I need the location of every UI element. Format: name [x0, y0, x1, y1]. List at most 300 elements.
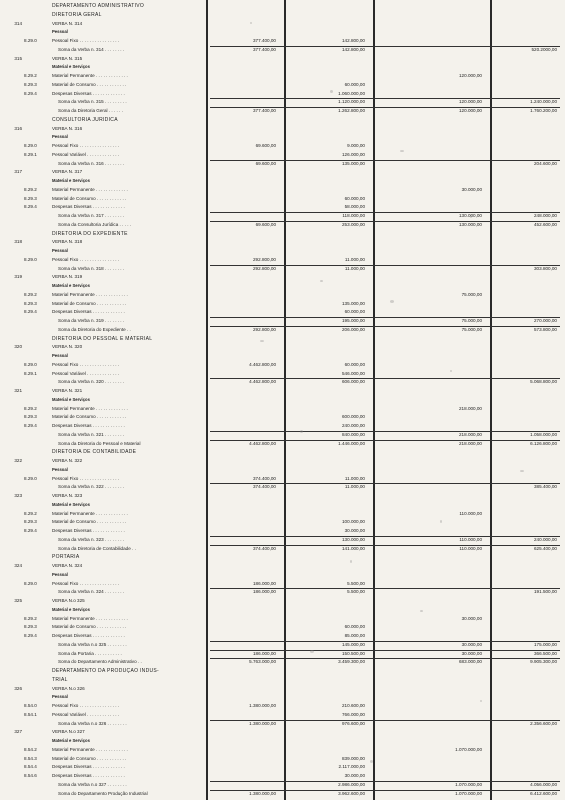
- verba-number-cell: 323: [14, 493, 22, 498]
- scan-speck: [390, 300, 394, 303]
- material-amount-cell: 110.000,00: [459, 536, 482, 542]
- pessoal-amount-cell: 374.400,00: [253, 484, 276, 490]
- section-heading-row: [0, 336, 565, 342]
- scan-speck: [400, 150, 404, 152]
- custeio-amount-cell: 195.000,00: [342, 318, 365, 323]
- table-row: [0, 511, 565, 517]
- description-cell: Soma do Departamento Administrativo . .: [58, 659, 142, 665]
- account-code-cell: 8.29.3: [24, 519, 37, 525]
- table-row: [0, 476, 565, 482]
- total-row: [0, 161, 565, 167]
- material-amount-cell: 1.070.000,00: [455, 781, 482, 787]
- custeio-amount-cell: 546.000,00: [342, 370, 365, 376]
- verba-number-cell: 325: [14, 598, 22, 603]
- description-cell: Material de Consumo . . . . . . . . . . . .: [52, 195, 127, 201]
- table-row: [0, 624, 565, 630]
- description-cell: Soma da Verba n. 321 . . . . . . . .: [58, 431, 125, 437]
- account-code-cell: 8.29.4: [24, 204, 37, 210]
- custeio-amount-cell: 118.000,00: [342, 213, 365, 218]
- description-cell: Material e Serviços: [52, 178, 90, 183]
- description-cell: Soma da Verba n. 317 . . . . . . . .: [58, 213, 125, 218]
- total-amount-cell: 270.000,00: [534, 318, 557, 323]
- sum-rule: [210, 781, 560, 782]
- account-code-cell: 8.29.0: [24, 256, 37, 262]
- sum-rule: [210, 650, 560, 651]
- description-cell: Material Permanente . . . . . . . . . . . . .: [52, 405, 128, 411]
- sum-rule: [210, 326, 560, 327]
- sum-rule: [210, 483, 560, 484]
- account-code-cell: 8.29.1: [24, 370, 37, 376]
- material-amount-cell: 110.000,00: [459, 545, 482, 551]
- table-row: [0, 493, 565, 499]
- account-code-cell: 8.29.2: [24, 510, 37, 516]
- total-amount-cell: 204.600,00: [534, 160, 557, 166]
- description-cell: Pessoal: [52, 694, 68, 700]
- account-code-cell: 8.29.4: [24, 309, 37, 315]
- pessoal-amount-cell: 292.800,00: [253, 256, 276, 262]
- sum-rule: [210, 588, 560, 589]
- table-row: [0, 91, 565, 97]
- custeio-amount-cell: 976.600,00: [342, 720, 365, 726]
- pessoal-amount-cell: 377.400,00: [253, 108, 276, 113]
- description-cell: VERBA N. 314: [52, 20, 83, 26]
- account-code-cell: 8.29.2: [24, 73, 37, 78]
- description-cell: Material de Consumo . . . . . . . . . . . .: [52, 414, 127, 420]
- description-cell: Pessoal Fixo . . . . . . . . . . . . . . . .: [52, 361, 120, 367]
- description-cell: Pessoal Fixo . . . . . . . . . . . . . . . .: [52, 38, 120, 43]
- verba-number-cell: 315: [14, 55, 22, 61]
- table-row: [0, 563, 565, 569]
- table-row: [0, 519, 565, 525]
- pessoal-amount-cell: 5.763.000,00: [249, 659, 276, 665]
- section-heading-row: [0, 554, 565, 560]
- custeio-amount-cell: 150.500,00: [342, 650, 365, 656]
- total-row: [0, 589, 565, 595]
- table-row: [0, 38, 565, 44]
- scan-speck: [420, 610, 423, 612]
- pessoal-amount-cell: 4.462.800,00: [249, 361, 276, 367]
- description-cell: VERBA N. 322: [52, 458, 83, 463]
- custeio-amount-cell: 210.600,00: [342, 703, 365, 708]
- account-code-cell: 8.29.0: [24, 580, 37, 586]
- table-row: [0, 292, 565, 298]
- description-cell: Soma da Verba n.o 326 . . . . . . . .: [58, 720, 127, 726]
- custeio-amount-cell: 1.060.000,00: [338, 90, 365, 96]
- custeio-amount-cell: 145.000,00: [342, 641, 365, 647]
- total-row: [0, 546, 565, 552]
- account-code-cell: 8.29.3: [24, 195, 37, 201]
- custeio-amount-cell: 206.000,00: [342, 326, 365, 332]
- verba-number-cell: 327: [14, 729, 22, 735]
- description-cell: Pessoal Variável . . . . . . . . . . . . .: [52, 711, 120, 717]
- account-code-cell: 8.54.1: [24, 711, 37, 717]
- material-amount-cell: 30.000,00: [461, 615, 482, 621]
- table-row: [0, 257, 565, 263]
- material-amount-cell: 120.000,00: [459, 99, 482, 105]
- description-cell: DIRETORIA DE CONTABILIDADE: [52, 449, 137, 456]
- total-row: [0, 721, 565, 727]
- description-cell: Pessoal Fixo . . . . . . . . . . . . . . . .: [52, 475, 120, 481]
- description-cell: Soma da Diretoria do Pessoal e Material: [58, 440, 141, 446]
- custeio-amount-cell: 141.000,00: [342, 545, 365, 551]
- table-row: [0, 283, 565, 289]
- table-row: [0, 738, 565, 744]
- description-cell: VERBA N. 315: [52, 55, 83, 61]
- description-cell: VERBA N. 318: [52, 239, 83, 245]
- custeio-amount-cell: 5.500,00: [347, 580, 365, 586]
- description-cell: Soma da Verba n. 316 . . . . . . . .: [58, 160, 125, 166]
- table-row: [0, 458, 565, 464]
- total-amount-cell: 1.240.000,00: [530, 99, 557, 105]
- table-row: [0, 248, 565, 254]
- table-row: [0, 204, 565, 210]
- table-row: [0, 143, 565, 149]
- section-heading-row: [0, 117, 565, 123]
- table-row: [0, 64, 565, 70]
- description-cell: Material de Consumo . . . . . . . . . . . .: [52, 300, 127, 306]
- sum-rule: [210, 440, 560, 441]
- total-amount-cell: 1.058.000,00: [530, 431, 557, 437]
- description-cell: Material e Serviços: [52, 501, 90, 507]
- description-cell: Material e Serviços: [52, 738, 90, 743]
- table-row: [0, 729, 565, 735]
- description-cell: Soma da Verba n. 323 . . . . . . . .: [58, 536, 125, 542]
- material-amount-cell: 130.000,00: [459, 213, 482, 218]
- custeio-amount-cell: 126.000,00: [342, 151, 365, 157]
- table-row: [0, 397, 565, 403]
- table-row: [0, 134, 565, 140]
- table-row: [0, 712, 565, 718]
- total-row: [0, 266, 565, 272]
- custeio-amount-cell: 100.000,00: [342, 519, 365, 525]
- total-row: [0, 782, 565, 788]
- scan-speck: [350, 560, 352, 563]
- verba-number-cell: 318: [14, 239, 22, 245]
- account-code-cell: 8.29.4: [24, 90, 37, 96]
- custeio-amount-cell: 600.000,00: [342, 414, 365, 420]
- custeio-amount-cell: 11.000,00: [344, 256, 365, 262]
- description-cell: Soma da Verba n.o 325 . . . . . . . .: [58, 641, 127, 647]
- description-cell: Despesas Diversas . . . . . . . . . . . . .: [52, 204, 125, 210]
- table-row: [0, 388, 565, 394]
- description-cell: VERBA N. 324: [52, 563, 83, 568]
- description-cell: VERBA N. 317: [52, 169, 83, 175]
- description-cell: Soma da Verba n. 319 . . . . . . . .: [58, 318, 125, 323]
- custeio-amount-cell: 11.000,00: [344, 484, 365, 490]
- scan-speck: [310, 650, 314, 653]
- table-row: [0, 764, 565, 770]
- table-row: [0, 598, 565, 604]
- account-code-cell: 8.29.3: [24, 300, 37, 306]
- table-row: [0, 21, 565, 27]
- description-cell: Pessoal: [52, 571, 68, 577]
- account-code-cell: 8.54.0: [24, 703, 37, 708]
- table-row: [0, 56, 565, 62]
- description-cell: DIRETORIA GERAL: [52, 11, 102, 18]
- total-row: [0, 791, 565, 797]
- description-cell: Soma da Diretoria do Expediente . .: [58, 326, 131, 332]
- description-cell: Material Permanente . . . . . . . . . . . . .: [52, 186, 128, 192]
- table-row: [0, 703, 565, 709]
- verba-number-cell: 321: [14, 388, 22, 393]
- account-code-cell: 8.29.0: [24, 361, 37, 367]
- description-cell: Material Permanente . . . . . . . . . . . . .: [52, 73, 128, 78]
- description-cell: VERBA N.o 325: [52, 598, 85, 603]
- total-amount-cell: 366.500,00: [534, 650, 557, 656]
- material-amount-cell: 30.000,00: [461, 650, 482, 656]
- description-cell: Despesas Diversas . . . . . . . . . . . . .: [52, 633, 125, 638]
- table-row: [0, 353, 565, 359]
- sum-rule: [210, 160, 560, 161]
- custeio-amount-cell: 1.120.000,00: [338, 99, 365, 105]
- sum-rule: [210, 107, 560, 108]
- description-cell: VERBA N.o 327: [52, 729, 85, 735]
- custeio-amount-cell: 60.000,00: [344, 624, 365, 630]
- total-amount-cell: 573.800,00: [534, 326, 557, 332]
- verba-number-cell: 316: [14, 125, 22, 131]
- description-cell: Pessoal: [52, 466, 68, 472]
- description-cell: VERBA N. 320: [52, 344, 83, 350]
- verba-number-cell: 320: [14, 344, 22, 350]
- material-amount-cell: 30.000,00: [461, 186, 482, 192]
- section-heading-row: [0, 677, 565, 683]
- custeio-amount-cell: 766.000,00: [342, 711, 365, 717]
- table-row: [0, 633, 565, 639]
- custeio-amount-cell: 1.446.000,00: [338, 440, 365, 446]
- total-row: [0, 99, 565, 105]
- description-cell: Pessoal: [52, 353, 68, 358]
- pessoal-amount-cell: 374.400,00: [253, 475, 276, 481]
- description-cell: Soma do Departamento Produção Industrial: [58, 790, 148, 796]
- account-code-cell: 8.29.4: [24, 633, 37, 638]
- table-row: [0, 344, 565, 350]
- description-cell: Pessoal Fixo . . . . . . . . . . . . . . . .: [52, 256, 120, 262]
- material-amount-cell: 120.000,00: [459, 73, 482, 78]
- table-row: [0, 301, 565, 307]
- table-row: [0, 502, 565, 508]
- section-heading-row: [0, 231, 565, 237]
- sum-rule: [210, 658, 560, 659]
- section-heading-row: [0, 449, 565, 455]
- description-cell: Material de Consumo . . . . . . . . . . . .: [52, 755, 127, 761]
- description-cell: Soma da Verba n. 315 . . . . . . . . .: [58, 99, 127, 105]
- description-cell: VERBA N. 319: [52, 274, 83, 280]
- description-cell: Material e Serviços: [52, 64, 90, 70]
- material-amount-cell: 683.000,00: [459, 659, 482, 665]
- sum-rule: [210, 317, 560, 318]
- custeio-amount-cell: 30.000,00: [344, 773, 365, 778]
- description-cell: Soma da Diretoria Geral . . . . . .: [58, 108, 123, 113]
- custeio-amount-cell: 11.000,00: [344, 265, 365, 271]
- account-code-cell: 8.29.2: [24, 405, 37, 411]
- description-cell: DEPARTAMENTO DA PRODUÇÃO INDUS-: [52, 668, 159, 674]
- table-row: [0, 371, 565, 377]
- account-code-cell: 8.29.3: [24, 81, 37, 87]
- pessoal-amount-cell: 4.462.800,00: [249, 440, 276, 446]
- table-row: [0, 196, 565, 202]
- description-cell: Material e Serviços: [52, 283, 90, 288]
- description-cell: Despesas Diversas . . . . . . . . . . . . .: [52, 764, 125, 770]
- total-row: [0, 222, 565, 228]
- sum-rule: [210, 212, 560, 213]
- description-cell: Material e Serviços: [52, 396, 90, 402]
- total-amount-cell: 452.600,00: [534, 221, 557, 227]
- total-row: [0, 318, 565, 324]
- custeio-amount-cell: 60.000,00: [344, 309, 365, 315]
- sum-rule: [210, 536, 560, 537]
- total-amount-cell: 9.905.300,00: [530, 659, 557, 665]
- verba-number-cell: 326: [14, 685, 22, 691]
- description-cell: Pessoal: [52, 248, 68, 253]
- account-code-cell: 8.29.3: [24, 414, 37, 420]
- total-row: [0, 441, 565, 447]
- custeio-amount-cell: 60.000,00: [344, 81, 365, 87]
- scan-speck: [450, 370, 452, 372]
- account-code-cell: 8.29.0: [24, 475, 37, 481]
- scan-speck: [470, 215, 472, 218]
- custeio-amount-cell: 2.986.000,00: [338, 781, 365, 787]
- description-cell: Pessoal: [52, 29, 68, 35]
- custeio-amount-cell: 142.800,00: [342, 38, 365, 43]
- material-amount-cell: 130.000,00: [459, 221, 482, 227]
- total-row: [0, 47, 565, 53]
- pessoal-amount-cell: 292.800,00: [253, 265, 276, 271]
- table-row: [0, 414, 565, 420]
- custeio-amount-cell: 85.000,00: [344, 633, 365, 638]
- total-amount-cell: 6.412.600,00: [530, 790, 557, 796]
- account-code-cell: 8.54.3: [24, 755, 37, 761]
- description-cell: Soma da Verba n. 314 . . . . . . . .: [58, 46, 125, 52]
- sum-rule: [210, 545, 560, 546]
- scan-speck: [520, 470, 524, 472]
- table-row: [0, 581, 565, 587]
- custeio-amount-cell: 1.262.800,00: [338, 108, 365, 113]
- custeio-amount-cell: 60.000,00: [344, 195, 365, 201]
- pessoal-amount-cell: 1.380.000,00: [249, 703, 276, 708]
- sum-rule: [210, 641, 560, 642]
- account-code-cell: 8.54.2: [24, 746, 37, 752]
- custeio-amount-cell: 3.962.600,00: [338, 790, 365, 796]
- description-cell: VERBA N. 316: [52, 125, 83, 131]
- pessoal-amount-cell: 186.000,00: [253, 589, 276, 595]
- sum-rule: [210, 790, 560, 791]
- account-code-cell: 8.29.2: [24, 291, 37, 297]
- total-row: [0, 108, 565, 114]
- custeio-amount-cell: 240.000,00: [342, 423, 365, 428]
- description-cell: Despesas Diversas . . . . . . . . . . . . .: [52, 423, 125, 428]
- table-row: [0, 274, 565, 280]
- description-cell: VERBA N.o 326: [52, 685, 85, 691]
- table-row: [0, 528, 565, 534]
- description-cell: VERBA N. 321: [52, 388, 83, 393]
- custeio-amount-cell: 3.459.300,00: [338, 659, 365, 665]
- total-amount-cell: 175.000,00: [534, 641, 557, 647]
- description-cell: TRIAL: [52, 676, 68, 683]
- account-code-cell: 8.54.6: [24, 773, 37, 778]
- custeio-amount-cell: 142.800,00: [342, 46, 365, 52]
- total-amount-cell: 385.400,00: [534, 484, 557, 490]
- table-row: [0, 362, 565, 368]
- description-cell: Despesas Diversas . . . . . . . . . . . . .: [52, 90, 125, 96]
- scan-speck: [370, 760, 373, 763]
- account-code-cell: 8.54.4: [24, 764, 37, 770]
- custeio-amount-cell: 11.000,00: [344, 475, 365, 481]
- custeio-amount-cell: 606.000,00: [342, 379, 365, 385]
- table-row: [0, 572, 565, 578]
- table-row: [0, 239, 565, 245]
- description-cell: DIRETORIA DO EXPEDIENTE: [52, 230, 128, 237]
- material-amount-cell: 30.000,00: [461, 641, 482, 647]
- description-cell: Material Permanente . . . . . . . . . . . . .: [52, 291, 128, 297]
- sum-rule: [210, 431, 560, 432]
- custeio-amount-cell: 2.117.000,00: [338, 764, 365, 770]
- pessoal-amount-cell: 186.000,00: [253, 580, 276, 586]
- material-amount-cell: 120.000,00: [459, 108, 482, 113]
- verba-number-cell: 314: [14, 20, 22, 26]
- table-row: [0, 73, 565, 79]
- description-cell: Pessoal Fixo . . . . . . . . . . . . . . . .: [52, 580, 120, 586]
- sum-rule: [210, 378, 560, 379]
- pessoal-amount-cell: 1.380.000,00: [249, 790, 276, 796]
- verba-number-cell: 319: [14, 274, 22, 280]
- custeio-amount-cell: 135.000,00: [342, 300, 365, 306]
- description-cell: Pessoal Variável . . . . . . . . . . . . .: [52, 151, 120, 157]
- account-code-cell: 8.29.2: [24, 615, 37, 621]
- description-cell: Soma da Verba n. 322 . . . . . . . .: [58, 484, 125, 490]
- account-code-cell: 8.29.4: [24, 528, 37, 533]
- material-amount-cell: 75.000,00: [461, 291, 482, 297]
- verba-number-cell: 322: [14, 458, 22, 463]
- section-heading-row: [0, 668, 565, 674]
- total-amount-cell: 4.056.000,00: [530, 781, 557, 787]
- total-amount-cell: 191.500,00: [534, 589, 557, 595]
- scan-speck: [300, 430, 303, 433]
- description-cell: Soma da Verba n. 324 . . . . . . . .: [58, 589, 125, 595]
- scan-speck: [250, 22, 252, 24]
- account-code-cell: 8.29.0: [24, 143, 37, 148]
- description-cell: Despesas Diversas . . . . . . . . . . . . .: [52, 309, 125, 315]
- scan-speck: [330, 90, 333, 93]
- material-amount-cell: 1.070.000,00: [455, 746, 482, 752]
- total-amount-cell: 625.400,00: [534, 545, 557, 551]
- pessoal-amount-cell: 292.800,00: [253, 326, 276, 332]
- table-row: [0, 467, 565, 473]
- description-cell: Pessoal Fixo . . . . . . . . . . . . . . . .: [52, 703, 120, 708]
- section-heading-row: [0, 12, 565, 18]
- account-code-cell: 8.29.2: [24, 186, 37, 192]
- description-cell: Material de Consumo . . . . . . . . . . . .: [52, 519, 127, 525]
- custeio-amount-cell: 253.000,00: [342, 221, 365, 227]
- description-cell: Pessoal Variável . . . . . . . . . . . . .: [52, 370, 120, 376]
- table-row: [0, 152, 565, 158]
- table-row: [0, 169, 565, 175]
- total-row: [0, 327, 565, 333]
- sum-rule: [210, 221, 560, 222]
- total-row: [0, 484, 565, 490]
- verba-number-cell: 324: [14, 563, 22, 568]
- description-cell: Despesas Diversas . . . . . . . . . . . . .: [52, 528, 125, 533]
- total-amount-cell: 248.000,00: [534, 213, 557, 218]
- total-amount-cell: 1.760.200,00: [530, 108, 557, 113]
- description-cell: Soma da Verba n. 320 . . . . . . . .: [58, 379, 125, 385]
- description-cell: Material de Consumo . . . . . . . . . . . .: [52, 81, 127, 87]
- sum-rule: [210, 46, 560, 47]
- sum-rule: [210, 720, 560, 721]
- custeio-amount-cell: 30.000,00: [344, 528, 365, 533]
- section-heading-row: [0, 3, 565, 9]
- pessoal-amount-cell: 186.000,00: [253, 650, 276, 656]
- description-cell: DIRETORIA DO PESSOAL E MATERIAL: [52, 335, 153, 342]
